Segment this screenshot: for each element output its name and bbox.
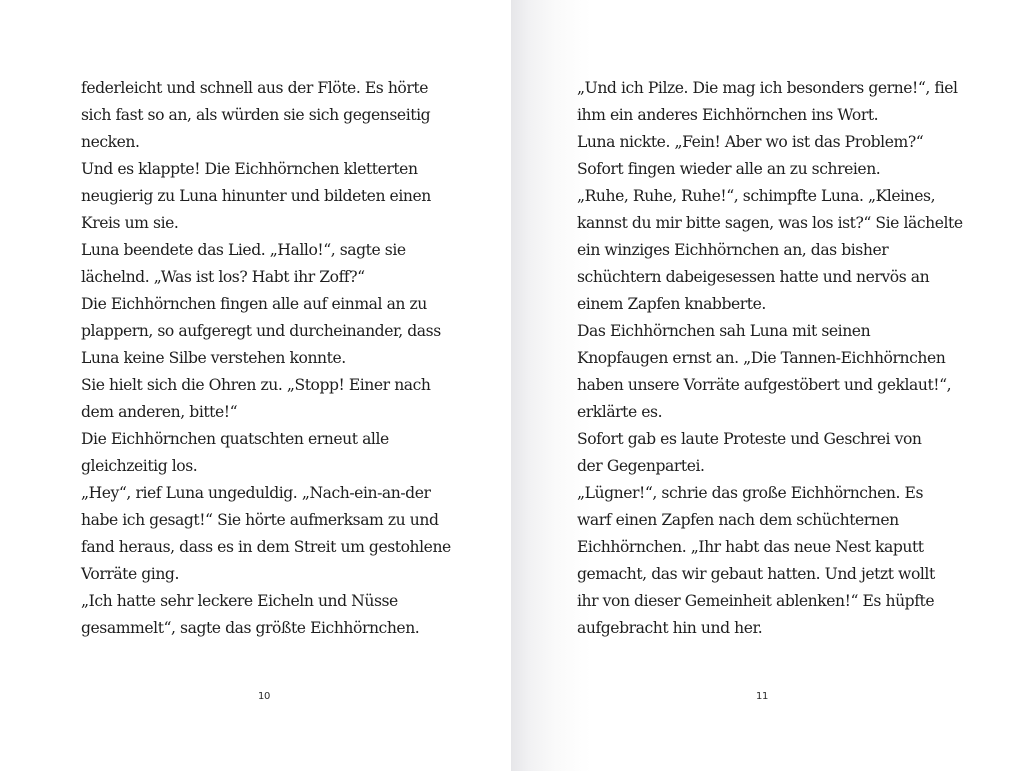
text-line: ihm ein anderes Eichhörnchen ins Wort. xyxy=(577,106,879,124)
text-line: Die Eichhörnchen fingen alle auf einmal an zu xyxy=(81,295,427,313)
left-page-text xyxy=(81,75,451,642)
text-line: „Ruhe, Ruhe, Ruhe!“, schimpfte Luna. „Kleines, xyxy=(577,187,936,205)
text-line: necken. xyxy=(81,133,140,151)
text-line: plappern, so aufgeregt und durcheinander, dass xyxy=(81,322,441,340)
text-line: erklärte es. xyxy=(577,403,663,421)
text-line: Luna keine Silbe verstehen konnte. xyxy=(81,349,346,367)
text-line: „Lügner!“, schrie das große Eichhörnchen. Es xyxy=(577,484,924,502)
text-line: Knopfaugen ernst an. „Die Tannen-Eichhörnchen xyxy=(577,349,946,367)
text-line: habe ich gesagt!“ Sie hörte aufmerksam zu und xyxy=(81,511,439,529)
text-line: ein winziges Eichhörnchen an, das bisher xyxy=(577,241,889,259)
text-line: federleicht und schnell aus der Flöte. Es hörte xyxy=(81,79,428,97)
text-line: der Gegenpartei. xyxy=(577,457,705,475)
left-page xyxy=(0,0,511,771)
text-line: sich fast so an, als würden sie sich gegenseitig xyxy=(81,106,431,124)
text-line: haben unsere Vorräte aufgestöbert und geklaut!“, xyxy=(577,376,952,394)
text-line: Luna beendete das Lied. „Hallo!“, sagte sie xyxy=(81,241,406,259)
page-number: 10 xyxy=(258,691,271,702)
text-line: schüchtern dabeigesessen hatte und nervös an xyxy=(577,268,930,286)
text-line: Eichhörnchen. „Ihr habt das neue Nest kaputt xyxy=(577,538,924,556)
text-line: Die Eichhörnchen quatschten erneut alle xyxy=(81,430,389,448)
text-line: Das Eichhörnchen sah Luna mit seinen xyxy=(577,322,871,340)
text-line: Luna nickte. „Fein! Aber wo ist das Problem?“ xyxy=(577,133,924,151)
text-line: gesammelt“, sagte das größte Eichhörnchen. xyxy=(81,619,420,637)
text-line: „Und ich Pilze. Die mag ich besonders gerne!“, fiel xyxy=(577,79,958,97)
page-number: 11 xyxy=(756,691,769,702)
text-line: Sofort gab es laute Proteste und Geschrei von xyxy=(577,430,922,448)
text-line: gemacht, das wir gebaut hatten. Und jetzt wollt xyxy=(577,565,935,583)
text-line: ihr von dieser Gemeinheit ablenken!“ Es hüpfte xyxy=(577,592,935,610)
text-line: neugierig zu Luna hinunter und bildeten einen xyxy=(81,187,431,205)
text-line: Vorräte ging. xyxy=(81,565,179,583)
text-line: dem anderen, bitte!“ xyxy=(81,403,238,421)
text-line: gleichzeitig los. xyxy=(81,457,198,475)
text-line: „Ich hatte sehr leckere Eicheln und Nüsse xyxy=(81,592,398,610)
text-line: lächelnd. „Was ist los? Habt ihr Zoff?“ xyxy=(81,268,365,286)
text-line: „Hey“, rief Luna ungeduldig. „Nach-ein-an-der xyxy=(81,484,431,502)
text-line: warf einen Zapfen nach dem schüchternen xyxy=(577,511,899,529)
text-line: Sofort fingen wieder alle an zu schreien. xyxy=(577,160,881,178)
text-line: Kreis um sie. xyxy=(81,214,179,232)
right-page-text xyxy=(577,75,963,642)
right-page xyxy=(511,0,1024,771)
text-line: Und es klappte! Die Eichhörnchen kletterten xyxy=(81,160,418,178)
text-line: aufgebracht hin und her. xyxy=(577,619,763,637)
text-line: fand heraus, dass es in dem Streit um gestohlene xyxy=(81,538,451,556)
text-line: Sie hielt sich die Ohren zu. „Stopp! Einer nach xyxy=(81,376,431,394)
text-line: kannst du mir bitte sagen, was los ist?“ Sie lächelte xyxy=(577,214,963,232)
text-line: einem Zapfen knabberte. xyxy=(577,295,766,313)
